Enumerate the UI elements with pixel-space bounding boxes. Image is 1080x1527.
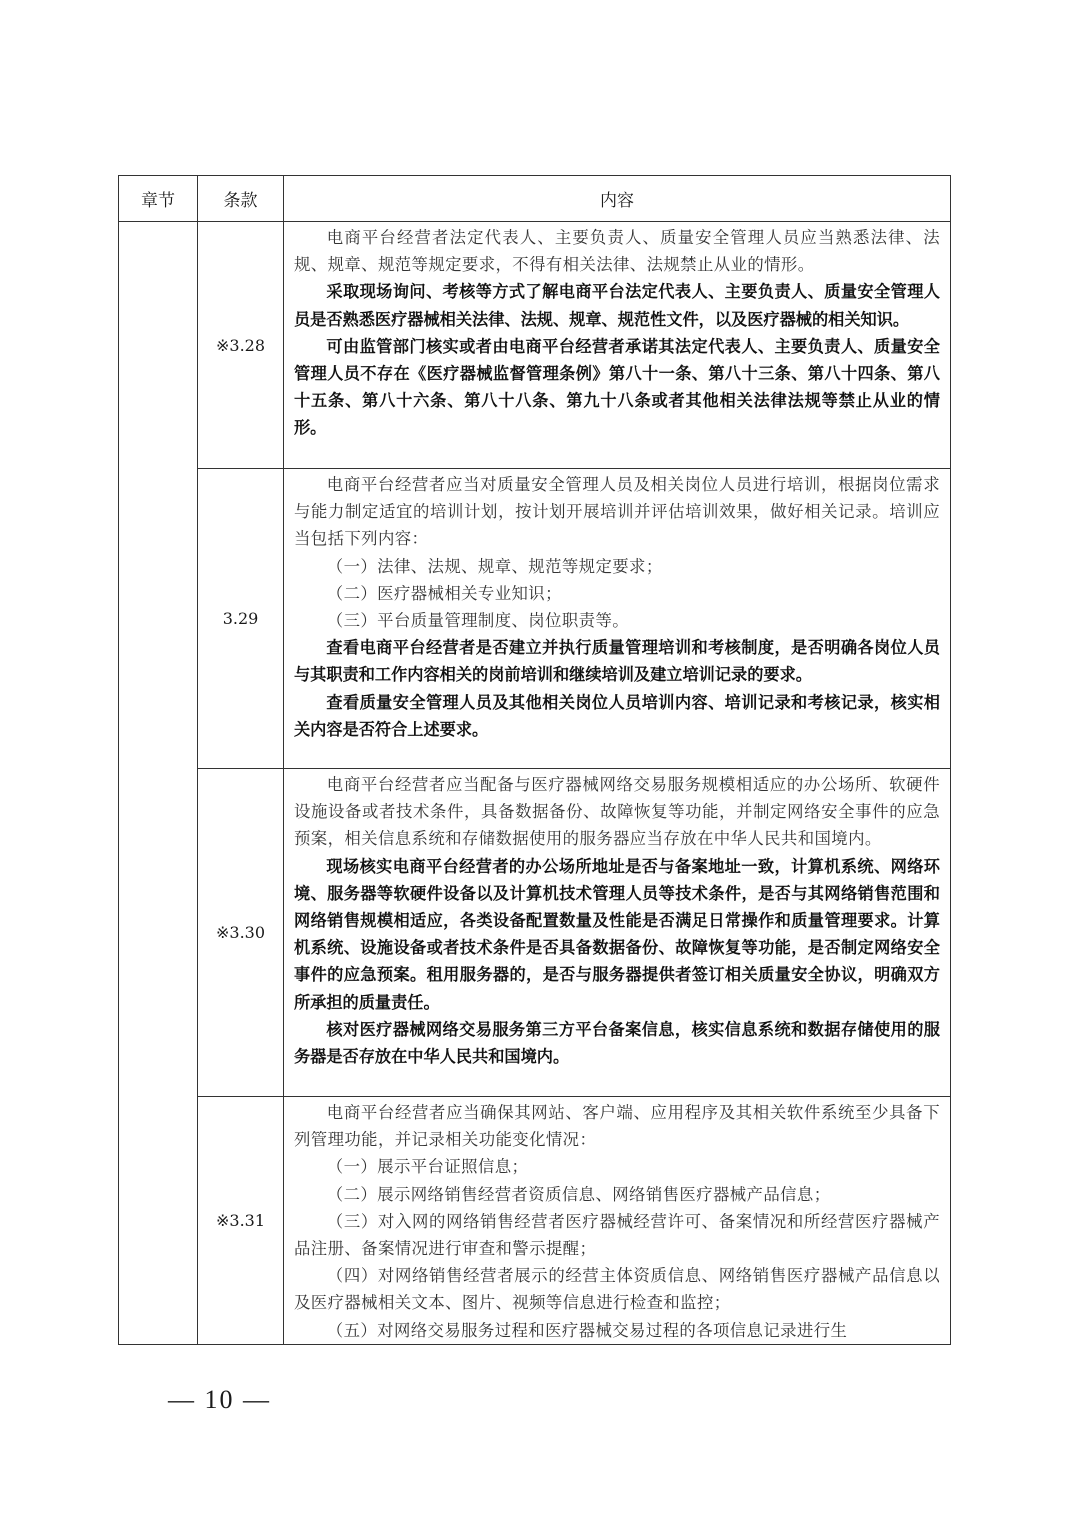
header-chapter: 章节: [119, 176, 198, 222]
table-header-row: [119, 176, 951, 222]
header-content: 内容: [284, 176, 951, 222]
requirement-item: （五）对网络交易服务过程和医疗器械交易过程的各项信息记录进行生: [326, 1320, 848, 1340]
clause-cell: ※3.31: [198, 1097, 284, 1345]
requirement-text: 电商平台经营者应当确保其网站、客户端、应用程序及其相关软件系统至少具备下列管理功能，并记录相关功能变化情况：: [294, 1103, 940, 1150]
check-method-text: 查看电商平台经营者是否建立并执行质量管理培训和考核制度，是否明确各岗位人员与其职责和工作内容相关的岗前培训和继续培训及建立培训记录的要求。: [294, 638, 940, 685]
header-clause: 条款: [198, 176, 284, 222]
content-cell: [284, 1097, 951, 1345]
clause-cell: ※3.28: [198, 222, 284, 469]
requirement-item: （三）平台质量管理制度、岗位职责等。: [326, 611, 630, 631]
requirement-item: （一）展示平台证照信息；: [326, 1157, 529, 1177]
chapter-cell: [119, 222, 198, 1345]
requirement-text: 电商平台经营者应当配备与医疗器械网络交易服务规模相适应的办公场所、软硬件设施设备或者技术条件，具备数据备份、故障恢复等功能，并制定网络安全事件的应急预案，相关信息系统和存储数据使用的服务器应当存放在中华人民共和国境内。: [294, 775, 940, 849]
standards-table: [118, 175, 951, 1345]
clause-cell: 3.29: [198, 469, 284, 769]
page-number: — 10 —: [168, 1385, 271, 1414]
table-row: [119, 769, 951, 1097]
table-row: [119, 469, 951, 769]
table-row: [119, 1097, 951, 1345]
content-cell: [284, 769, 951, 1097]
content-cell: [284, 469, 951, 769]
requirement-item: （二）医疗器械相关专业知识；: [326, 583, 562, 603]
requirement-item: （四）对网络销售经营者展示的经营主体资质信息、网络销售医疗器械产品信息以及医疗器械相关文本、图片、视频等信息进行检查和监控；: [294, 1266, 940, 1313]
requirement-text: 电商平台经营者法定代表人、主要负责人、质量安全管理人员应当熟悉法律、法规、规章、规范等规定要求，不得有相关法律、法规禁止从业的情形。: [294, 228, 940, 275]
check-method-text: 现场核实电商平台经营者的办公场所地址是否与备案地址一致，计算机系统、网络环境、服务器等软硬件设备以及计算机技术管理人员等技术条件，是否与其网络销售范围和网络销售规模相适应，各类设备配置数量及性能是否满足日常操作和质量管理要求。计算机系统、设施设备或者技术条件是否具备数据备份、故障恢复等功能，是否制定网络安全事件的应急预案。租用服务器的，是否与服务器提供者签订相关质量安全协议，明确双方所承担的质量责任。: [294, 856, 940, 1012]
clause-cell: ※3.30: [198, 769, 284, 1097]
check-method-text: 采取现场询问、考核等方式了解电商平台法定代表人、主要负责人、质量安全管理人员是否熟悉医疗器械相关法律、法规、规章、规范性文件，以及医疗器械的相关知识。: [294, 282, 940, 329]
content-cell: [284, 222, 951, 469]
check-method-text: 查看质量安全管理人员及其他相关岗位人员培训内容、培训记录和考核记录，核实相关内容是否符合上述要求。: [294, 692, 940, 739]
requirement-item: （一）法律、法规、规章、规范等规定要求；: [326, 556, 663, 576]
requirement-item: （二）展示网络销售经营者资质信息、网络销售医疗器械产品信息；: [326, 1184, 831, 1204]
requirement-item: （三）对入网的网络销售经营者医疗器械经营许可、备案情况和所经营医疗器械产品注册、备案情况进行审查和警示提醒；: [294, 1211, 940, 1259]
requirement-text: 电商平台经营者应当对质量安全管理人员及相关岗位人员进行培训，根据岗位需求与能力制定适宜的培训计划，按计划开展培训并评估培训效果，做好相关记录。培训应当包括下列内容：: [294, 475, 940, 549]
check-method-text: 可由监管部门核实或者由电商平台经营者承诺其法定代表人、主要负责人、质量安全管理人员不存在《医疗器械监督管理条例》第八十一条、第八十三条、第八十四条、第八十五条、第八十六条、第八十八条、第九十八条或者其他相关法律法规等禁止从业的情形。: [294, 336, 940, 438]
table-row: [119, 222, 951, 469]
check-method-text: 核对医疗器械网络交易服务第三方平台备案信息，核实信息系统和数据存储使用的服务器是否存放在中华人民共和国境内。: [294, 1019, 940, 1067]
